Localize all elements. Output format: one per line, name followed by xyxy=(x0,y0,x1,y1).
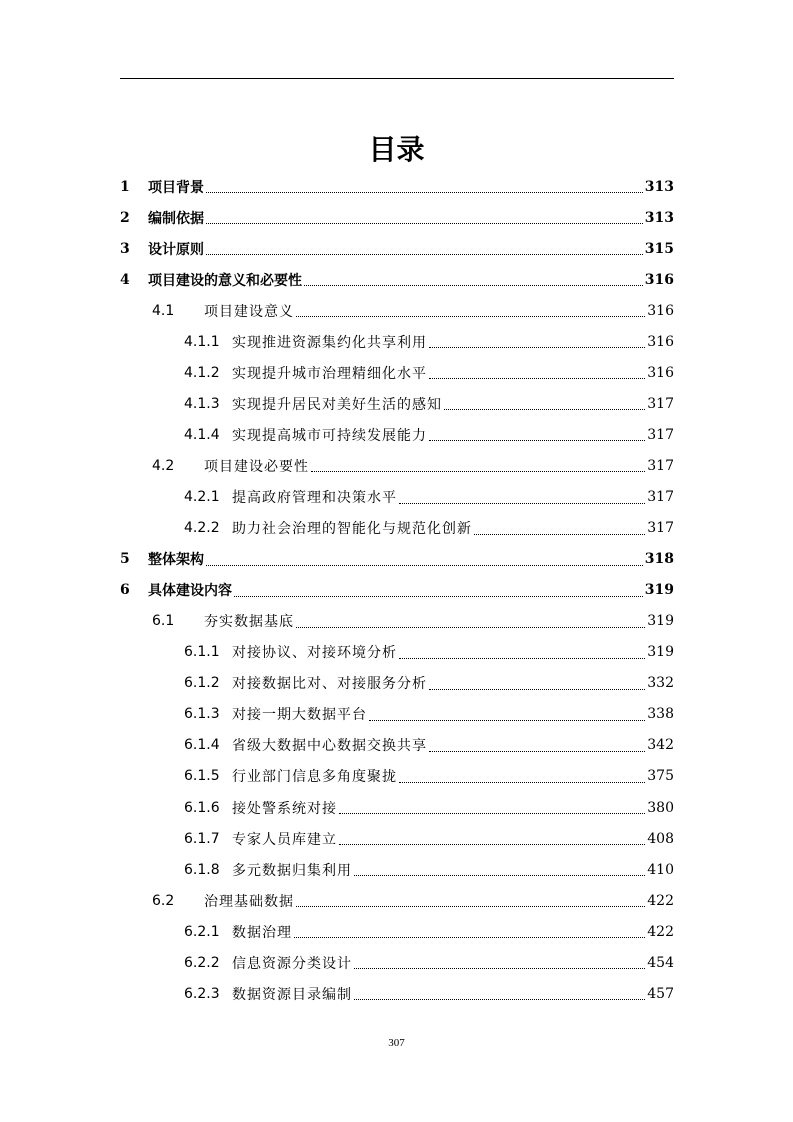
dot-leader xyxy=(206,254,643,255)
dot-leader xyxy=(296,906,645,907)
toc-entry-number: 4.1.4 xyxy=(184,426,220,443)
toc-entry-page: 375 xyxy=(647,768,674,785)
toc-entry-page: 313 xyxy=(644,209,674,226)
toc-entry[interactable] xyxy=(120,171,674,202)
toc-entry-page: 316 xyxy=(647,302,674,319)
dot-leader xyxy=(444,409,645,410)
toc-entry-page: 313 xyxy=(644,178,674,195)
toc-entry[interactable] xyxy=(184,947,674,978)
dot-leader xyxy=(399,658,645,659)
toc-entry[interactable] xyxy=(184,668,674,699)
toc-entry[interactable] xyxy=(184,916,674,947)
toc-entry-title: 项目建设的意义和必要性 xyxy=(148,272,302,289)
header-rule xyxy=(120,78,674,79)
toc-entry-page: 317 xyxy=(647,426,674,443)
toc-entry[interactable] xyxy=(184,513,674,544)
toc-entry-title: 实现推进资源集约化共享利用 xyxy=(232,334,427,351)
toc-entry-number: 6.1.3 xyxy=(184,706,220,723)
toc-title: 目录 xyxy=(368,133,425,166)
dot-leader xyxy=(234,596,643,597)
toc-entry-number: 6.1.7 xyxy=(184,830,220,847)
dot-leader xyxy=(354,968,645,969)
dot-leader xyxy=(304,285,643,286)
toc-entry-number: 4.1.1 xyxy=(184,333,220,350)
toc-entry-title: 对接数据比对、对接服务分析 xyxy=(232,676,427,693)
dot-leader xyxy=(206,192,643,193)
toc-entry[interactable] xyxy=(184,792,674,823)
toc-entry-number: 6.2.2 xyxy=(184,954,220,971)
toc-entry-title: 治理基础数据 xyxy=(204,893,294,910)
toc-entry-title: 专家人员库建立 xyxy=(232,831,337,848)
dot-leader xyxy=(311,471,645,472)
toc-entry-title: 数据治理 xyxy=(232,924,292,941)
toc-entry-number: 2 xyxy=(120,209,130,226)
dot-leader xyxy=(296,316,645,317)
toc-entry-page: 317 xyxy=(647,457,674,474)
dot-leader xyxy=(206,223,643,224)
toc-entry-title: 具体建设内容 xyxy=(148,583,232,600)
toc-entry-number: 5 xyxy=(120,551,130,568)
toc-entry-title: 省级大数据中心数据交换共享 xyxy=(232,738,427,755)
toc-entry[interactable] xyxy=(184,388,674,419)
toc-entry[interactable] xyxy=(152,885,674,916)
toc-entry[interactable] xyxy=(184,637,674,668)
toc-entry-page: 316 xyxy=(647,333,674,350)
toc-entry-number: 6.1.5 xyxy=(184,768,220,785)
toc-entry[interactable] xyxy=(184,823,674,854)
toc-entry-number: 6.1.2 xyxy=(184,675,220,692)
toc-entry-number: 4.2 xyxy=(152,457,175,474)
dot-leader xyxy=(429,689,645,690)
toc-entry-number: 3 xyxy=(120,240,130,257)
toc-entry-title: 设计原则 xyxy=(148,241,204,258)
toc-entry[interactable] xyxy=(120,264,674,295)
toc-entry[interactable] xyxy=(184,854,674,885)
toc-entry-page: 317 xyxy=(647,395,674,412)
toc-entry-page: 342 xyxy=(647,737,674,754)
toc-entry-number: 6.2.3 xyxy=(184,985,220,1002)
toc-entry-title: 接处警系统对接 xyxy=(232,800,337,817)
dot-leader xyxy=(399,503,645,504)
dot-leader xyxy=(339,813,645,814)
toc-entry[interactable] xyxy=(184,730,674,761)
toc-entry-page: 316 xyxy=(647,364,674,381)
toc-entry-page: 317 xyxy=(647,489,674,505)
toc-entry[interactable] xyxy=(152,450,674,481)
toc-entry-title: 实现提升城市治理精细化水平 xyxy=(232,365,427,382)
toc-entry-page: 319 xyxy=(644,582,674,599)
toc-entry-page: 317 xyxy=(647,520,674,537)
toc-entry-page: 454 xyxy=(647,954,674,971)
toc-entry-page: 410 xyxy=(647,861,674,878)
toc-entry[interactable] xyxy=(184,419,674,450)
toc-entry-title: 项目背景 xyxy=(148,179,204,196)
dot-leader xyxy=(354,875,645,876)
toc-entry-number: 4.2.1 xyxy=(184,489,220,505)
toc-entry-title: 项目建设必要性 xyxy=(204,458,309,475)
toc-entry-title: 行业部门信息多角度聚拢 xyxy=(232,769,397,786)
toc-entry[interactable] xyxy=(120,233,674,264)
toc-entry-page: 319 xyxy=(647,644,674,661)
toc-entry-number: 4.1.2 xyxy=(184,364,220,381)
toc-entry-title: 整体架构 xyxy=(148,552,204,569)
dot-leader xyxy=(294,937,645,938)
toc-entry-title: 夯实数据基底 xyxy=(204,614,294,631)
toc-entry-page: 315 xyxy=(644,240,674,257)
toc-entry[interactable] xyxy=(184,326,674,357)
toc-entry-page: 422 xyxy=(647,923,674,940)
toc-entry-page: 338 xyxy=(647,706,674,723)
dot-leader xyxy=(429,347,645,348)
toc-entry[interactable] xyxy=(120,575,674,606)
toc-entry[interactable] xyxy=(184,978,674,1009)
toc-entry-number: 6.1 xyxy=(152,613,175,630)
toc-entry-number: 4.2.2 xyxy=(184,520,220,537)
toc-entry-page: 316 xyxy=(644,271,674,288)
toc-entry-title: 提高政府管理和决策水平 xyxy=(232,490,397,506)
toc-entry-page: 457 xyxy=(647,985,674,1002)
dot-leader xyxy=(369,720,645,721)
toc-entry-title: 信息资源分类设计 xyxy=(232,955,352,972)
dot-leader xyxy=(296,627,645,628)
toc-entry[interactable] xyxy=(184,761,674,792)
toc-entry-number: 6 xyxy=(120,582,130,599)
toc-entry-number: 4.1.3 xyxy=(184,395,220,412)
toc-entry-number: 6.2 xyxy=(152,892,175,909)
toc-entry-title: 助力社会治理的智能化与规范化创新 xyxy=(232,521,472,538)
toc-entry[interactable] xyxy=(120,544,674,575)
toc-entry[interactable] xyxy=(152,295,674,326)
dot-leader xyxy=(474,534,645,535)
toc-entry[interactable] xyxy=(152,606,674,637)
dot-leader xyxy=(429,440,645,441)
toc-entry-title: 多元数据归集利用 xyxy=(232,862,352,879)
toc-entry-title: 数据资源目录编制 xyxy=(232,986,352,1003)
toc-entry[interactable] xyxy=(120,202,674,233)
page-number: 307 xyxy=(388,1037,405,1049)
toc-entry-title: 对接协议、对接环境分析 xyxy=(232,645,397,662)
toc-entry-title: 实现提高城市可持续发展能力 xyxy=(232,427,427,444)
toc-entry-number: 1 xyxy=(120,178,130,195)
dot-leader xyxy=(339,844,645,845)
toc-entry-number: 6.1.8 xyxy=(184,861,220,878)
toc-entry-page: 380 xyxy=(647,799,674,816)
toc-entry-title: 对接一期大数据平台 xyxy=(232,707,367,724)
toc-entry-page: 332 xyxy=(647,675,674,692)
toc-entry-number: 6.1.1 xyxy=(184,644,220,661)
dot-leader xyxy=(399,782,645,783)
toc-entry-number: 4.1 xyxy=(152,302,175,319)
toc-entry[interactable] xyxy=(184,699,674,730)
toc-entry-title: 项目建设意义 xyxy=(204,303,294,320)
toc-entry-number: 6.1.6 xyxy=(184,799,220,816)
dot-leader xyxy=(206,565,643,566)
toc-entry-number: 4 xyxy=(120,271,130,288)
toc-entry-page: 408 xyxy=(647,830,674,847)
toc-entry[interactable] xyxy=(184,357,674,388)
dot-leader xyxy=(429,751,645,752)
toc-entry-title: 实现提升居民对美好生活的感知 xyxy=(232,396,442,413)
toc-entry-title: 编制依据 xyxy=(148,210,204,227)
toc-entry-page: 319 xyxy=(647,613,674,630)
toc-entry-number: 6.2.1 xyxy=(184,923,220,940)
toc-entry-page: 422 xyxy=(647,892,674,909)
dot-leader xyxy=(429,378,645,379)
dot-leader xyxy=(354,999,645,1000)
toc-entry-page: 318 xyxy=(644,551,674,568)
toc-entry-number: 6.1.4 xyxy=(184,737,220,754)
toc-entry[interactable] xyxy=(184,482,674,513)
